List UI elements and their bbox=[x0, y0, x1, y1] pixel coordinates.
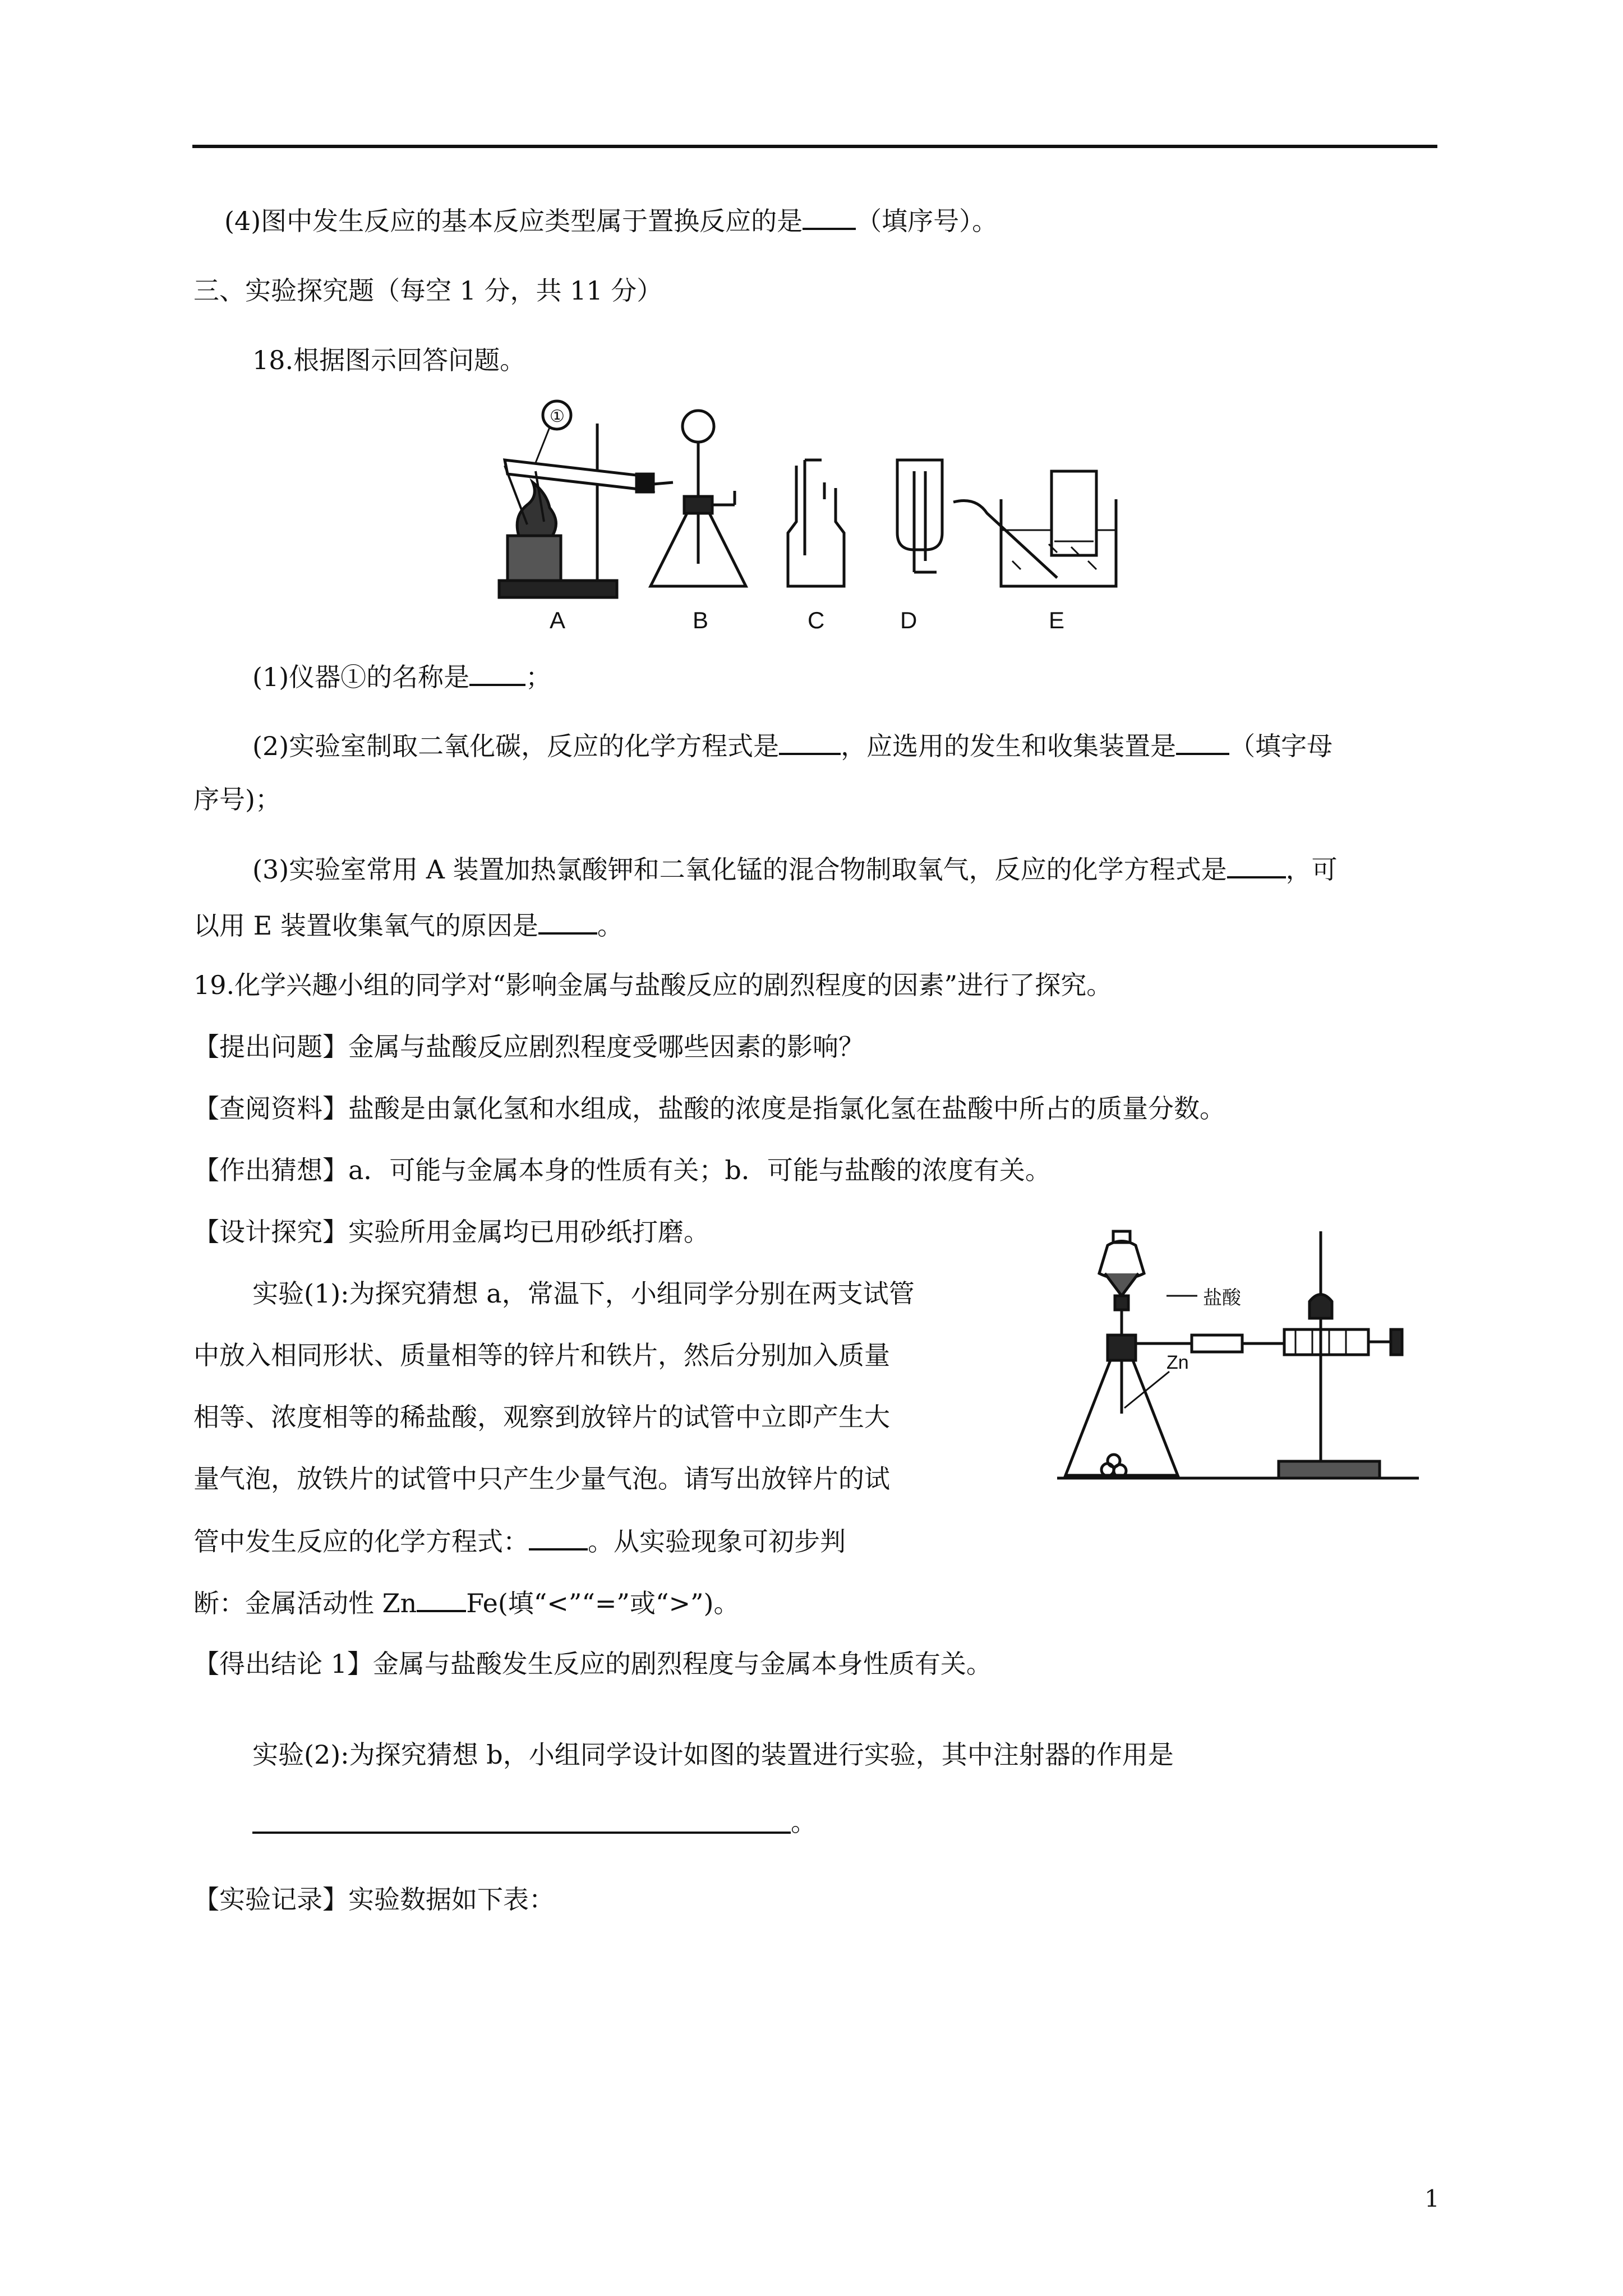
label-c: C bbox=[808, 607, 825, 633]
label-a: A bbox=[550, 607, 566, 633]
q18-apparatus-figure bbox=[494, 393, 1122, 639]
q18-sub1: (1)仪器①的名称是 ； bbox=[252, 659, 551, 694]
answer-blank[interactable] bbox=[779, 728, 841, 755]
answer-blank[interactable] bbox=[803, 203, 856, 230]
label-b: B bbox=[693, 607, 709, 633]
q19-exp1-line4: 量气泡，放铁片的试管中只产生少量气泡。请写出放锌片的试 bbox=[193, 1464, 890, 1494]
q18-sub3: (3)实验室常用 A 装置加热氯酸钾和二氧化锰的混合物制取氧气，反应的化学方程式是 ，可 bbox=[252, 852, 1338, 886]
q19-exp1-line6: 断：金属活动性 Zn Fe(填“<”“=”或“>”)。 bbox=[193, 1585, 739, 1620]
answer-blank[interactable] bbox=[538, 908, 597, 935]
q19-conclusion1: 【得出结论 1】金属与盐酸发生反应的剧烈程度与金属本身性质有关。 bbox=[193, 1649, 992, 1679]
q19-record: 【实验记录】实验数据如下表： bbox=[193, 1884, 555, 1915]
q19-exp2-end: 。 bbox=[791, 1807, 817, 1837]
q19-design: 【设计探究】实验所用金属均已用砂纸打磨。 bbox=[193, 1217, 709, 1247]
q18-sub2-cont: 序号)； bbox=[193, 784, 281, 815]
answer-blank[interactable] bbox=[1227, 852, 1286, 878]
q19-apparatus-figure bbox=[1054, 1228, 1424, 1487]
zn-label: Zn bbox=[1166, 1352, 1189, 1373]
q18-sub2: (2)实验室制取二氧化碳，反应的化学方程式是 ，应选用的发生和收集装置是 （填字母 bbox=[252, 728, 1332, 763]
q19-question: 【提出问题】金属与盐酸反应剧烈程度受哪些因素的影响？ bbox=[193, 1032, 864, 1062]
q19-hypothesis: 【作出猜想】a．可能与金属本身的性质有关；b．可能与盐酸的浓度有关。 bbox=[193, 1155, 1051, 1185]
section-title: 三、实验探究题（每空 1 分，共 11 分） bbox=[193, 275, 663, 306]
answer-blank[interactable] bbox=[1176, 728, 1229, 755]
answer-blank-long[interactable] bbox=[252, 1832, 791, 1834]
label-e: E bbox=[1049, 607, 1065, 633]
acid-label: 盐酸 bbox=[1203, 1287, 1241, 1309]
answer-blank[interactable] bbox=[469, 659, 525, 686]
q18-stem: 18.根据图示回答问题。 bbox=[252, 345, 526, 375]
q19-exp1-line1: 实验(1):为探究猜想 a，常温下，小组同学分别在两支试管 bbox=[252, 1278, 915, 1309]
circle-label: ① bbox=[550, 407, 565, 426]
q19-exp1-line5: 管中发生反应的化学方程式： 。从实验现象可初步判 bbox=[193, 1524, 846, 1558]
q19-exp1-line3: 相等、浓度相等的稀盐酸，观察到放锌片的试管中立即产生大 bbox=[193, 1402, 890, 1432]
page-number: 1 bbox=[1424, 2185, 1440, 2212]
answer-blank[interactable] bbox=[529, 1524, 588, 1550]
q19-exp2: 实验(2):为探究猜想 b，小组同学设计如图的装置进行实验，其中注射器的作用是 bbox=[252, 1740, 1174, 1770]
q19-stem: 19.化学兴趣小组的同学对“影响金属与盐酸反应的剧烈程度的因素”进行了探究。 bbox=[193, 970, 1113, 1000]
q19-exp1-line2: 中放入相同形状、质量相等的锌片和铁片，然后分别加入质量 bbox=[193, 1340, 890, 1370]
q18-sub3-cont: 以用 E 装置收集氧气的原因是 。 bbox=[193, 908, 623, 942]
header-rule bbox=[192, 145, 1437, 148]
label-d: D bbox=[900, 607, 917, 633]
answer-blank[interactable] bbox=[417, 1585, 466, 1612]
q17-sub4: (4)图中发生反应的基本反应类型属于置换反应的是 （填序号）。 bbox=[224, 203, 998, 238]
q19-info: 【查阅资料】盐酸是由氯化氢和水组成，盐酸的浓度是指氯化氢在盐酸中所占的质量分数。 bbox=[193, 1093, 1225, 1124]
